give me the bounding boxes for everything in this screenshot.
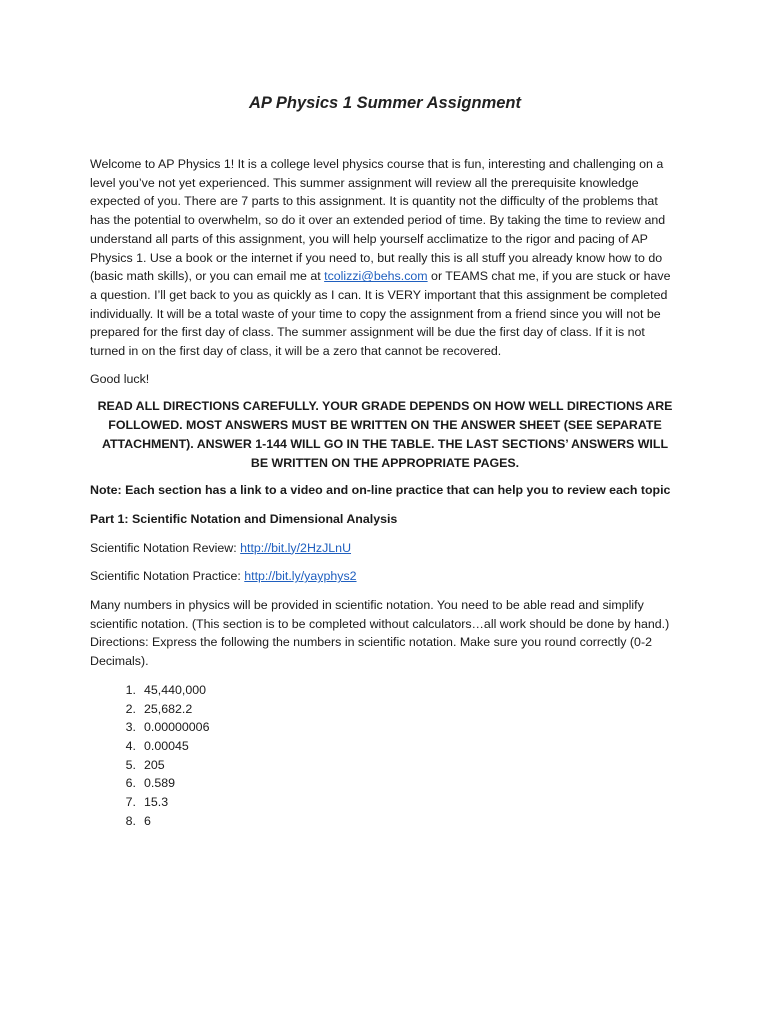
problem-number: 2.: [125, 701, 136, 716]
review-link-line: [90, 539, 680, 558]
list-item: [112, 793, 680, 812]
problem-value: 15.3: [144, 795, 169, 810]
problem-value: 0.00000006: [144, 720, 210, 735]
review-video-link[interactable]: http://bit.ly/2HzJLnU: [240, 540, 352, 555]
problem-value: 205: [144, 757, 165, 772]
list-item: [112, 812, 680, 831]
intro-paragraph: [90, 155, 680, 361]
problem-value: 6: [144, 813, 151, 828]
list-item: [112, 737, 680, 756]
part1-instructions: Many numbers in physics will be provided in scientific notation. You need to be able read and simplify scientific notation. (This section is to be completed without calculators…all work should be done by hand.) Directions: Express the following the numbers in scientific notation. Make sure you round correctly (0-2 Decimals).: [90, 598, 670, 669]
list-item: [112, 756, 680, 775]
review-label: Scientific Notation Review:: [90, 540, 241, 555]
part1-heading: Part 1: Scientific Notation and Dimensional Analysis: [90, 511, 398, 526]
problem-value: 0.00045: [144, 738, 189, 753]
list-item: [112, 681, 680, 700]
problem-number: 4.: [125, 738, 136, 753]
intro-text-before-email: Welcome to AP Physics 1! It is a college level physics course that is fun, interesting and challenging on a level you’ve not yet experienced. This summer assignment will review all the prerequisite knowledge expected of you. There are 7 parts to this assignment. It is quantity not the difficulty of the problems that has the potential to overwhelm, so do it over an extended period of time. By taking the time to review and understand all parts of this assignment, you will help yourself acclimatize to the rigor and pacing of AP Physics 1. Use a book or the internet if you need to, but really this is all stuff you already know how to do (basic math skills), or you can email me at: [90, 157, 666, 284]
section-note: Note: Each section has a link to a video and on-line practice that can help you to review each topic: [90, 483, 671, 498]
practice-label: Scientific Notation Practice:: [90, 569, 245, 584]
problem-value: 25,682.2: [144, 701, 193, 716]
problem-number: 7.: [125, 795, 136, 810]
intro-text-after-email: or TEAMS chat me, if you are stuck or have a question. I’ll get back to you as quickly as I can. It is VERY important that this assignment be completed individually. It will be a total waste of your time to copy the assignment from a friend since you will not be prepared for the first day of class. The summer assignment will be due the first day of class. If it is not turned in on the first day of class, it will be a zero that cannot be recovered.: [90, 269, 671, 359]
list-item: [112, 774, 680, 793]
problem-number: 6.: [125, 776, 136, 791]
list-item: [112, 700, 680, 719]
practice-link[interactable]: http://bit.ly/yayphys2: [244, 569, 357, 584]
directions-warning: READ ALL DIRECTIONS CAREFULLY. YOUR GRADE DEPENDS ON HOW WELL DIRECTIONS ARE FOLLOWED. MOST ANSWERS MUST BE WRITTEN ON THE ANSWER SHEET (SEE SEPARATE ATTACHMENT). ANSWER 1-144 WILL GO IN THE TABLE. THE LAST SECTIONS’ ANSWERS WILL BE WRITTEN ON THE APPROPRIATE PAGES.: [97, 399, 673, 470]
problem-value: 0.589: [144, 776, 176, 791]
good-luck-text: Good luck!: [90, 371, 150, 386]
problem-number: 3.: [125, 720, 136, 735]
list-item: [112, 718, 680, 737]
problem-number: 1.: [125, 682, 136, 697]
problem-number: 5.: [125, 757, 136, 772]
practice-link-line: [90, 567, 680, 586]
page-title: AP Physics 1 Summer Assignment: [248, 94, 522, 112]
problem-list: [90, 681, 680, 831]
problem-number: 8.: [125, 813, 136, 828]
problem-value: 45,440,000: [144, 682, 207, 697]
teacher-email-link[interactable]: tcolizzi@behs.com: [324, 269, 428, 284]
